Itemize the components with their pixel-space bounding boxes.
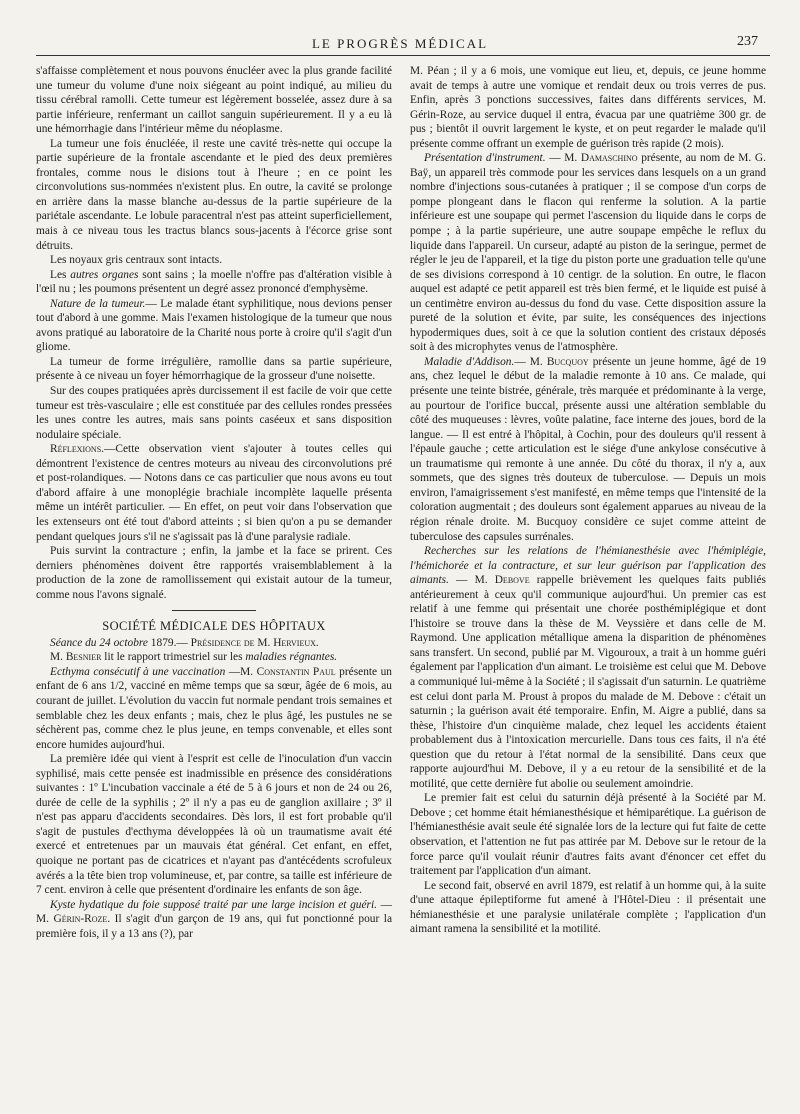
session-line (36, 636, 392, 651)
paragraph: Sur des coupes pratiquées après durcissement il est facile de voir que cette tumeur est très-vasculaire ; elle est constituée par des cellules rondes pressées les unes contre les autres, mais sans points caséeux et sans disposition nodulaire spéciale. (36, 385, 392, 441)
paragraph (36, 650, 392, 665)
president-name: Présidence de M. Hervieux. (190, 636, 319, 649)
paragraph: La tumeur de forme irrégulière, ramollie dans sa partie supérieure, présente à ce niveau un foyer hémorrhagique de la grosseur d'une noisette. (36, 355, 392, 383)
page-number: 237 (737, 34, 758, 49)
text-run: rappelle brièvement les quelques faits publiés antérieurement à ceux qu'il communique aujourd'hui. Un premier cas est relatif à une femme qui présentait une chorée posthémiplégique et dont l'histoire se trouve dans la thèse de M. Veyssière et dans celle de M. Raymond. Une application métallique amena la disparition de phénomènes sans transfert. Un second, publié par M. Vigouroux, a trait à un homme guéri également par l'application d'un aimant. Le troisième est celui que M. Debove a communiqué lui-même à la Société ; il s'agissait d'un saturnin. Le quatrième est celui dont parla M. Proust à propos du malade de M. Debove : c'était un saturnin ; la guérison avait été temporaire. Enfin, M. Aigre a publié, dans sa thèse, l'histoire d'un cinquième malade, chez lequel les accidents étaient probablement dus à l'intoxication mercurielle. Dans tous ces faits, il n'a été question que du retour à l'état normal de la sensibilité. Dans ceux que rapporte aujourd'hui M. Debove, il y a eu retour de la sensibilité et de la motilité, que cette dernière fut abolie ou seulement amoindrie. (410, 574, 766, 790)
italic-text: maladies régnantes. (245, 651, 338, 664)
author-name: Gérin-Roze (53, 913, 108, 926)
section-heading: Kyste hydatique du foie supposé traité par une large incision et guéri. (50, 898, 377, 911)
text-run: — M. (545, 152, 581, 165)
paragraph (36, 297, 392, 355)
header-rule (36, 55, 770, 56)
text-run: . Il s'agit d'un garçon de 19 ans, qui fut ponctionné pour la première fois, il y a 13 ans (?), par (36, 913, 392, 940)
paragraph: Puis survint la contracture ; enfin, la jambe et la face se prirent. Ces derniers phénomènes doivent être rapportés vraisemblablement à la production de la zone de ramollissement qui existait autour de la tumeur, comme nous l'avons signalé. (36, 545, 392, 601)
paragraph: M. Péan ; il y a 6 mois, une vomique eut lieu, et, depuis, ce jeune homme avait de temps à autre une vomique et rendait deux ou trois verres de pus. Enfin, après 3 ponctions successives, faites dans différents services, M. Gérin-Roze, au service duquel il entra, évacua par une quatrième 300 gr. de pus ; bientôt il ouvrit largement le kyste, et on peut regarder le malade qu'il présente comme offrant un exemple de guérison très rapide (2 mois). (410, 65, 766, 150)
text-run: — M. (448, 574, 495, 587)
text-run: — M. (514, 355, 547, 368)
text-run: 1879.— (147, 636, 191, 649)
text-run: présente un jeune homme, âgé de 19 ans, chez lequel le début de la maladie remonte à 10 ans. Ce malade, qui présente une teinte bistrée, générale, très marquée et prédominante à la verge, au pourtour de l'orifice buccal, présente aussi une altération semblable du côté des muqueuses : lèvres, voûte palatine, face interne des joues, bord de la langue. — Il est entré à l'hôpital, à Cochin, pour des douleurs qu'il ressent à l'épaule gauche ; cette articulation est le siége d'une ankylose consécutive à un traumatisme qui remonte à une année. Du côté du thorax, il n'y a, aux sommets, que des signes très douteux de tuberculose. — Depuis un mois environ, l'amaigrissement s'est manifesté, en même temps que l'intensité de la coloration augmentait ; des douleurs sont également apparues au niveau de la région rénale droite. M. Bucquoy considère ce sujet comme atteint de tuberculose des capsules surrénales. (410, 355, 766, 543)
section-heading: Présentation d'instrument. (424, 152, 546, 165)
paragraph: Les noyaux gris centraux sont intacts. (50, 254, 223, 267)
italic-text: autres organes (70, 268, 139, 281)
paragraph (410, 151, 766, 355)
page-header (0, 0, 800, 66)
right-column (410, 64, 766, 1104)
paragraph: La tumeur une fois énucléée, il reste une cavité très-nette qui occupe la partie supérieure de la frontale ascendante et le pied des deux premières frontales, comme nous le disions tout à l'heure ; en ce point les circonvolutions sus-nommées n'existent plus. En outre, la cavité se prolonge en arrière dans la masse blanche au-dessus de la partie supérieure de la pariétale ascendante. Le lobule paracentral n'est pas atteint superficiellement, mais à ce niveau tous les tractus blancs sous-jacents à l'écorce grise sont détruits. (36, 137, 392, 252)
text-run: lit le rapport trimestriel sur les (101, 651, 246, 664)
text-run: M. (50, 651, 66, 664)
paragraph: Le premier fait est celui du saturnin déjà présenté à la Société par M. Debove ; cet homme était hémianesthésique et hémiparétique. La guérison de l'hémianesthésie avait seule été signalée lors de la lecture qui fut faite de cette observation, et l'attention ne fut pas attirée par M. Debove sur le retour de la force parce qu'il voulait réunir d'autres faits avant d'énoncer cet effet du traitement par l'application d'un aimant. (410, 792, 766, 878)
author-name: Bucquoy (546, 355, 589, 368)
paragraph (410, 544, 766, 791)
text-run: présente un enfant de 6 ans 1/2, vacciné en même temps que sa sœur, âgée de 6 mois, au courant de juillet. L'évolution du vaccin fut normale pendant trois semaines et semblable chez les deux enfants ; mais, chez le plus âgé, les pustules ne se séchèrent pas, comme chez le plus jeune, en temps convenable, et elles sont encore humides aujourd'hui. (36, 665, 392, 751)
section-heading: Maladie d'Addison. (424, 355, 515, 368)
text-run: — M. (36, 898, 392, 926)
running-title: LE PROGRÈS MÉDICAL (311, 36, 489, 51)
text-run: présente, au nom de M. G. Baÿ, un appareil très commode pour les services dans lesquels on a un grand nombre d'injections sous-cutanées à pratiquer ; il se compose d'un corps de pompe plongeant dans le flacon qui renferme la solution. A la partie inférieure est une soupape qui permet l'ascension du liquide dans le corps de pompe ; à la partie supérieure, une autre soupape empêche le reflux du liquide dans l'appareil. Un curseur, adapté au piston de la seringue, permet de régler le jeu de l'appareil, et la tige du piston porte une graduation telle qu'une de ses divisions correspond à 10 centigr. de la solution. En outre, le flacon auquel est adapté ce petit appareil est très bien fermé, et le liquide est puisé à un centimètre environ au-dessus du fond du vase. Cette disposition assure la pureté de la solution et évite, par suite, les conséquences des injections hypodermiques dues, soit à ce que la solution contient des cristaux déposés soit à des microphytes venus de l'atmosphère. (410, 152, 766, 354)
text-run: Les (50, 268, 71, 281)
author-name: Damaschino (580, 152, 638, 165)
author-name: Besnier (65, 651, 102, 664)
section-heading: Réflexions. (50, 443, 104, 456)
paragraph: s'affaisse complètement et nous pouvons énucléer avec la plus grande facilité une tumeur du volume d'une noix siégeant au point indiqué, au milieu du tissu cérébral ramolli. Cette tumeur est légèrement bosselée, assez dure à sa partie inférieure, renfermant un caillot sanguin supérieurement. Il y a eu là une hémorrhagie dans l'intérieur même du néoplasme. (36, 65, 392, 136)
text-run: —M. (225, 665, 257, 678)
italic-text: Séance du 24 octobre (50, 636, 148, 649)
separator-rule (172, 610, 256, 611)
society-title: SOCIÉTÉ MÉDICALE DES HÔPITAUX (102, 619, 326, 634)
text-run: — Le malade étant syphilitique, nous devions penser tout d'abord à une gomme. Mais l'examen histologique de la tumeur que nous avons pratiqué au laboratoire de la Charité nous porte à croire qu'il s'agit d'un gliome. (36, 297, 392, 354)
paragraph (36, 268, 392, 297)
paragraph (36, 665, 392, 752)
paragraph (410, 355, 766, 544)
section-heading: Recherches sur les relations de l'hémianesthésie avec l'hémiplégie, l'hémichorée et la contracture, et sur leur guérison par l'application des aimants. (410, 545, 766, 587)
text-run: —Cette observation vient s'ajouter à toutes celles qui démontrent l'existence de centres moteurs au niveau des circonvolutions pré et post-rolandiques. — Notons dans ce cas particulier que nous avons eu tout d'abord affaire à une monoplégie brachiale incomplète laquelle présenta même un intérêt particulier. — En effet, on peut voir dans l'observation que les extenseurs ont été tout d'abord atteints ; si bien qu'on a pu se demander pendant quelques jours s'il ne s'agissait pas là d'une paralysie radiale. (36, 443, 392, 543)
section-heading: Nature de la tumeur. (50, 297, 146, 310)
section-heading: Ecthyma consécutif à une vaccination (50, 665, 226, 678)
author-name: Constantin Paul (256, 665, 336, 678)
paragraph: La première idée qui vient à l'esprit est celle de l'inoculation d'un vaccin syphilisé, mais cette pensée est inadmissible en présence des considérations suivantes : 1º L'incubation vaccinale a été de 5 à 6 jours et non de 24 ou 26, durée de celle de la syphilis ; 2º il n'y a pas eu de ganglion axillaire ; 3º il n'est pas apparu d'accidents secondaires. Dès lors, il est fort probable qu'il s'agit de pustules d'ecthyma développées là où un traumatisme avait été exercé et entretenues par un mauvais état général. Cet enfant, en effet, quoique ne portant pas de cicatrices et n'ayant pas d'antécédents scrofuleux avérés a la tête bien trop volumineuse, et, par contre, sa taille est inférieure de 7 cent. environ à celle que présentent d'ordinaire les enfants de son âge. (36, 753, 392, 897)
paragraph: Le second fait, observé en avril 1879, est relatif à un homme qui, à la suite d'une attaque épileptiforme fut amené à l'Hôtel-Dieu : il présentait une hémianesthésie et une paralysie unilatérale complète ; l'application d'un aimant ramena la sensibilité et la motilité. (410, 879, 766, 936)
paragraph (36, 442, 392, 544)
text-run: sont sains ; la moelle n'offre pas d'altération visible à l'œil nu ; les poumons présentent un degré assez prononcé d'emphysème. (36, 268, 392, 296)
author-name: Debove (494, 574, 530, 587)
left-column (36, 64, 392, 1104)
paragraph (36, 898, 392, 942)
